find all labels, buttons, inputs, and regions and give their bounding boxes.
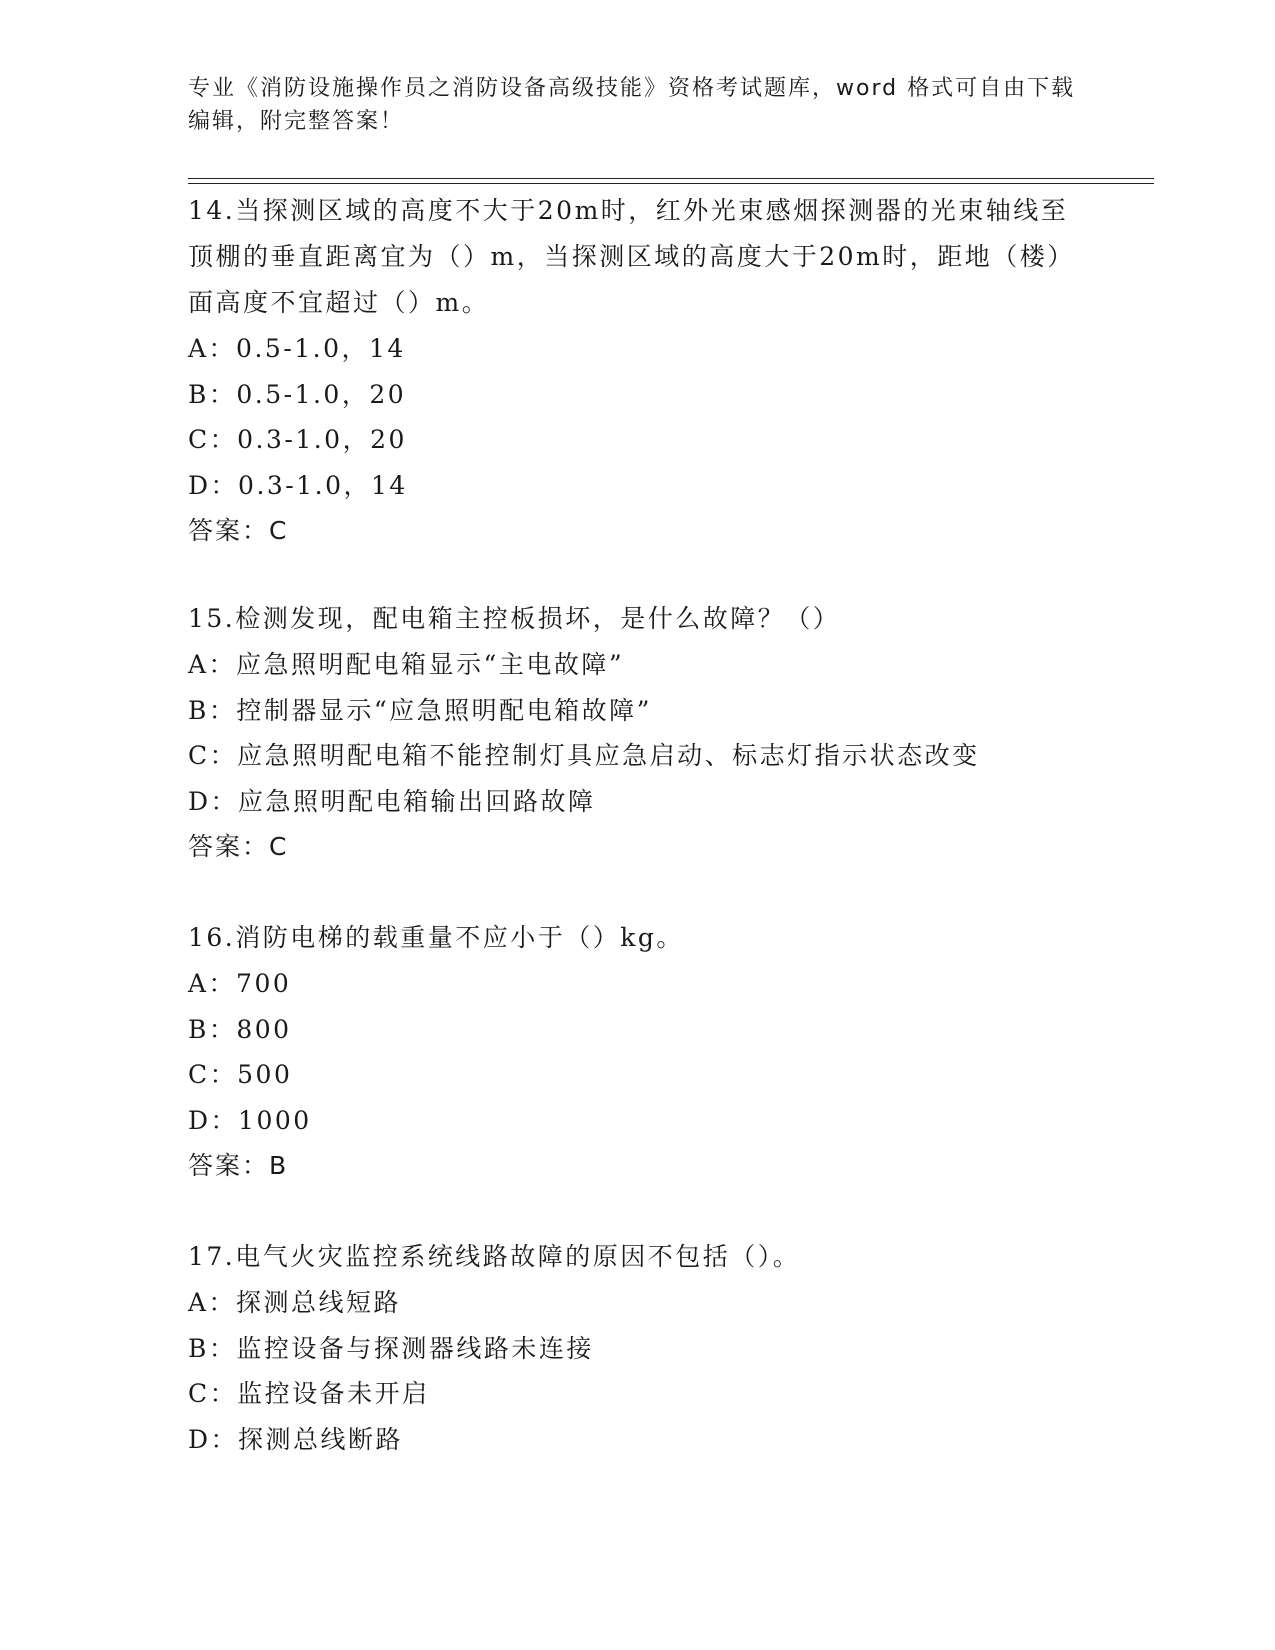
option-a: A：应急照明配电箱显示“主电故障” [188, 650, 625, 679]
header-divider-bottom [188, 183, 1154, 184]
option-d: D：0.3-1.0，14 [188, 470, 408, 500]
option-c: C：应急照明配电箱不能控制灯具应急启动、标志灯指示状态改变 [188, 741, 980, 770]
option-b: B：监控设备与探测器线路未连接 [188, 1333, 594, 1363]
question-stem: 15.检测发现，配电箱主控板损坏，是什么故障？（） [188, 604, 841, 633]
question-17 [188, 1234, 1088, 1462]
document-header: 专业《消防设施操作员之消防设备高级技能》资格考试题库，word 格式可自由下载编辑，附完整答案！ [188, 76, 1076, 134]
question-stem: 17.电气火灾监控系统线路故障的原因不包括（）。 [188, 1242, 801, 1271]
option-b: B：0.5-1.0，20 [188, 379, 407, 409]
question-15 [188, 596, 1088, 870]
option-b: B：800 [188, 1014, 292, 1044]
option-a: A：700 [188, 969, 292, 998]
answer: 答案：C [188, 832, 289, 861]
option-d: D：探测总线断路 [188, 1424, 404, 1454]
answer: 答案：B [188, 1151, 289, 1180]
option-c: C：500 [188, 1060, 293, 1089]
option-b: B：控制器显示“应急照明配电箱故障” [188, 695, 652, 725]
question-stem: 16.消防电梯的载重量不应小于（）kg。 [188, 923, 684, 952]
question-14 [188, 188, 1088, 554]
answer: 答案：C [188, 516, 289, 545]
option-c: C：0.3-1.0，20 [188, 425, 407, 454]
header-divider-top [188, 178, 1154, 179]
option-d: D：1000 [188, 1105, 312, 1135]
question-16 [188, 915, 1088, 1189]
question-stem: 14.当探测区域的高度不大于20m时，红外光束感烟探测器的光束轴线至顶棚的垂直距离宜为（）m，当探测区域的高度大于20m时，距地（楼）面高度不宜超过（）m。 [188, 196, 1075, 317]
option-c: C：监控设备未开启 [188, 1379, 430, 1408]
option-a: A：0.5-1.0，14 [188, 334, 406, 363]
option-d: D：应急照明配电箱输出回路故障 [188, 786, 596, 816]
option-a: A：探测总线短路 [188, 1288, 402, 1317]
